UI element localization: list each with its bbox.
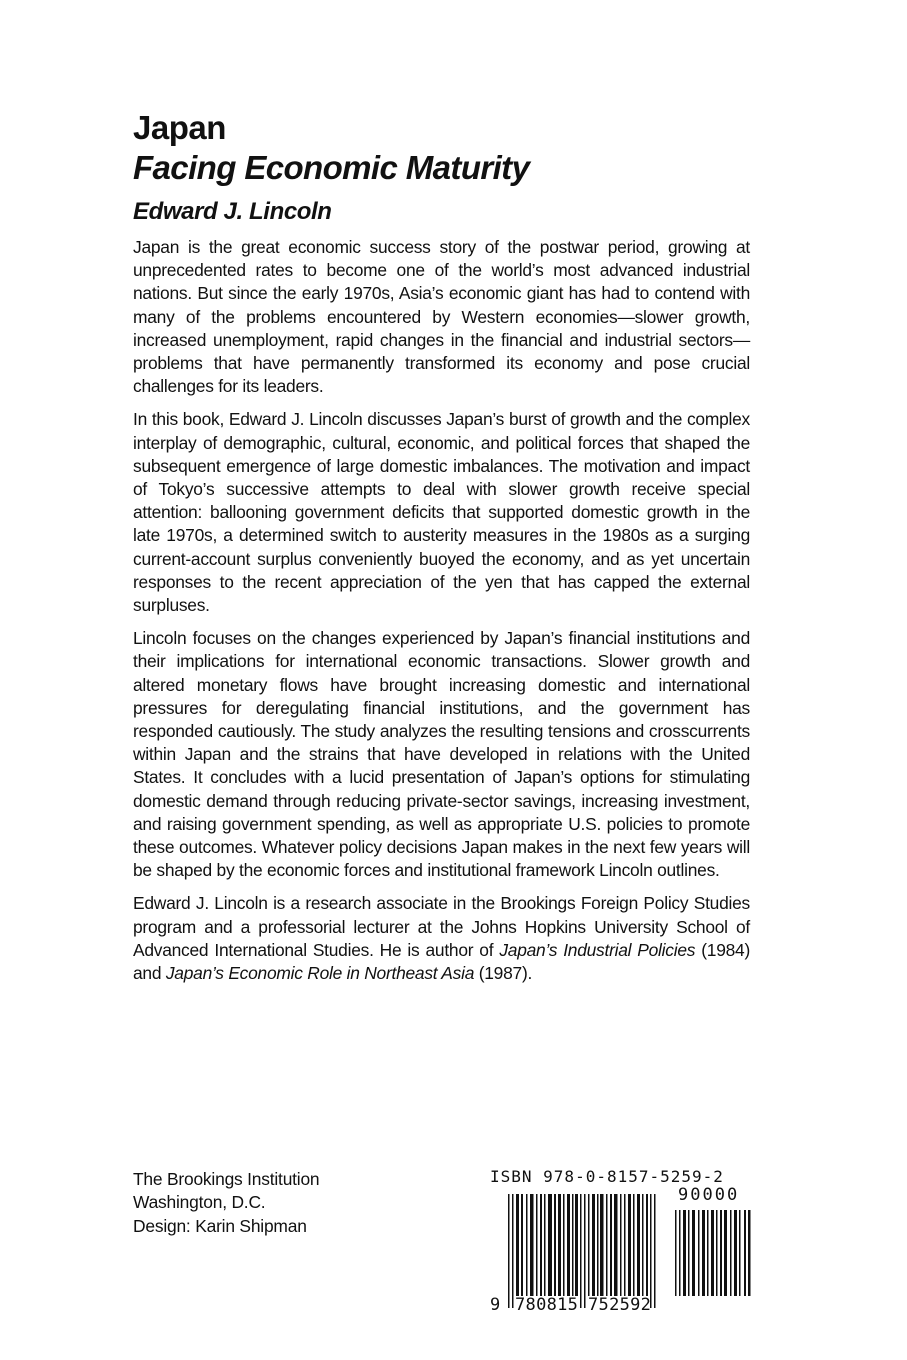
bio-text: (1987). <box>474 963 533 984</box>
barcode-digits-right: 752592 <box>588 1295 652 1315</box>
isbn-number: ISBN 978-0-8157-5259-2 <box>490 1167 724 1186</box>
publisher-name: The Brookings Institution <box>133 1169 320 1189</box>
book-author: Edward J. Lincoln <box>133 198 332 225</box>
paragraph-intro: Japan is the great economic success story of the postwar period, growing at unprecedented rates to become one of the world’s most advanced industrial nations. But since the early 1970s, Asia’s economic giant has had to contend with many of the problems encountered by Western economies—slower growth, increased unemployment, rapid changes in the financial and industrial sectors—problems that have permanently transformed its economy and pose crucial challenges for its leaders. <box>133 237 750 397</box>
book-subtitle: Facing Economic Maturity <box>133 149 530 186</box>
isbn-barcode <box>490 1168 760 1318</box>
paragraph-focus: Lincoln focuses on the changes experienced by Japan’s financial institutions and their implications for international economic transactions. Slower growth and altered monetary flows have brought increasing domestic and international pressures for deregulating financial institutions, and the government has responded cautiously. The study analyzes the resulting tensions and crosscurrents within Japan and the strains that have developed in relations with the United States. It concludes with a lucid presentation of Japan’s options for stimulating domestic demand through reducing private-sector savings, increasing investment, and raising government spending, as well as appropriate U.S. policies to promote these outcomes. Whatever policy decisions Japan makes in the next few years will be shaped by the economic forces and institutional framework Lincoln outlines. <box>133 628 750 881</box>
description-body <box>133 236 750 995</box>
publisher-location: Washington, D.C. <box>133 1192 266 1213</box>
designer-credit: Design: Karin Shipman <box>133 1215 307 1236</box>
bio-text: Edward J. Lincoln is a research associate in the Brookings Foreign Policy Studies program and a professorial lecturer at the Johns Hopkins University School of Advanced International Studies. He is author of <box>133 893 750 960</box>
author-bio <box>133 892 750 985</box>
bio-book-title: Japan’s Industrial Policies <box>499 939 696 960</box>
bio-book-title: Japan’s Economic Role in Northeast Asia <box>165 963 475 984</box>
publisher-info <box>133 1168 319 1238</box>
book-title: Japan <box>133 109 226 146</box>
barcode-digits-left: 780815 <box>515 1295 579 1315</box>
bio-text: (1984) and <box>133 939 750 984</box>
barcode-addon: 90000 <box>678 1185 740 1205</box>
paragraph-book-summary: In this book, Edward J. Lincoln discusses Japan’s burst of growth and the complex interplay of demographic, cultural, economic, and political forces that shaped the subsequent emergence of large domestic imbalances. The motivation and impact of Tokyo’s successive attempts to deal with slower growth receive special attention: ballooning government deficits that supported domestic growth in the late 1970s, a determined switch to austerity measures in the 1980s as a surging current-account surplus conveniently buoyed the economy, and as yet uncertain responses to the recent appreciation of the yen that has capped the external surpluses. <box>133 409 750 616</box>
barcode-digit-first: 9 <box>490 1295 501 1315</box>
